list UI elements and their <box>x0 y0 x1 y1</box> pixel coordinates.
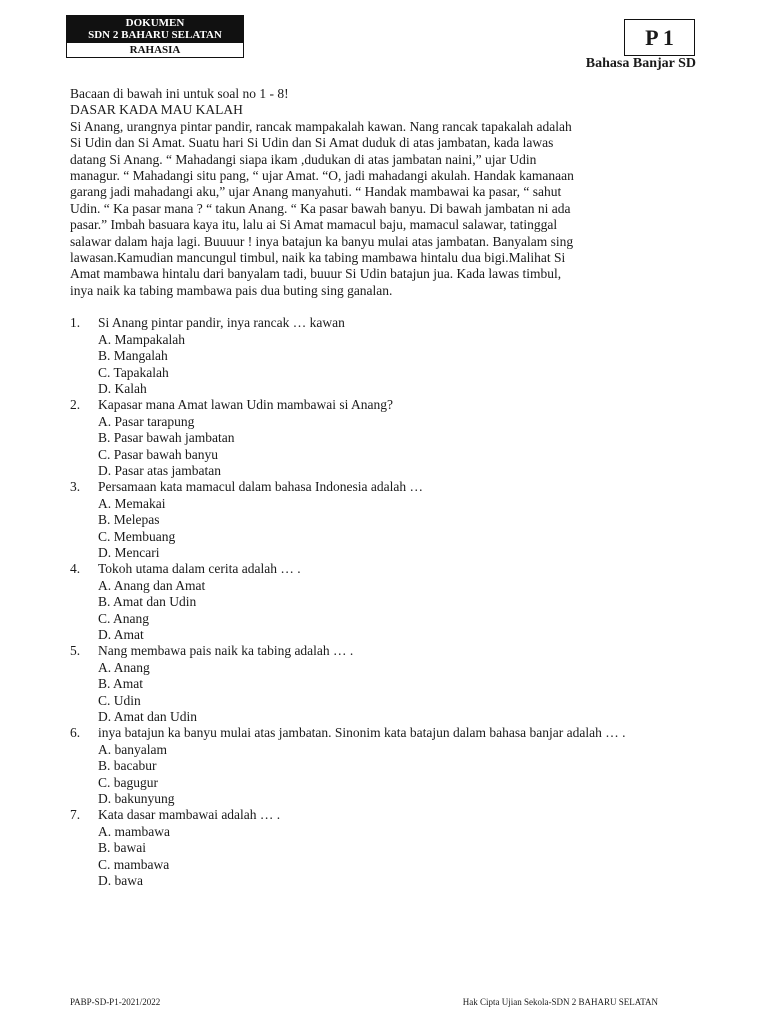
stamp-line-1: DOKUMEN <box>125 17 185 29</box>
passage-line: Si Anang, urangnya pintar pandir, rancak mampakalah kawan. Nang rancak tapakalah adalah <box>70 118 572 134</box>
passage-line: Amat mambawa hintalu dari banyalam tadi, buuur Si Udin batajun jua. Kada lawas timbul, <box>70 266 562 282</box>
answer-option: C. Tapakalah <box>98 364 169 380</box>
answer-option: A. Anang dan Amat <box>98 577 206 593</box>
intro-instruction: Bacaan di bawah ini untuk soal no 1 - 8! <box>70 86 289 101</box>
answer-option: A. Mampakalah <box>98 331 185 347</box>
passage-line: lawasan.Kamudian mancungul timbul, naik ka tabing mambawa hintalu dua bigi.Malihat Si <box>70 250 566 266</box>
question-text: inya batajun ka banyu mulai atas jambatan. Sinonim kata batajun dalam bahasa banjar adalah … . <box>98 725 626 741</box>
passage-line: salawar dalam haja lagi. Buuuur ! inya batajun ka banyu mulai atas jambatan. Banyalam sing <box>70 233 574 249</box>
answer-option: B. Mangalah <box>98 348 168 364</box>
answer-option: B. Pasar bawah jambatan <box>98 430 235 446</box>
answer-option: A. Memakai <box>98 495 166 511</box>
question-number: 6. <box>70 725 81 741</box>
answer-option: A. Pasar tarapung <box>98 413 195 429</box>
question-text: Kapasar mana Amat lawan Udin mambawai si Anang? <box>98 397 394 413</box>
answer-option: B. Amat <box>98 676 144 692</box>
answer-option: D. Pasar atas jambatan <box>98 462 221 478</box>
passage-line: garang jadi mahadangi aku,” ujar Anang manyahuti. “ Handak mambawai ka pasar, “ sahut <box>70 184 562 200</box>
answer-option: D. Kalah <box>98 380 147 396</box>
answer-option: B. bacabur <box>98 758 157 774</box>
question-item <box>70 479 700 561</box>
answer-option: C. mambawa <box>98 856 170 872</box>
question-item <box>70 561 700 643</box>
question-text: Tokoh utama dalam cerita adalah … . <box>98 561 301 577</box>
answer-option: C. bagugur <box>98 774 158 790</box>
answer-option: D. bakunyung <box>98 791 175 807</box>
subject-label: Bahasa Banjar SD <box>585 56 696 71</box>
question-number: 2. <box>70 397 81 413</box>
question-text: Persamaan kata mamacul dalam bahasa Indonesia adalah … <box>98 479 423 495</box>
passage-line: datang Si Anang. “ Mahadangi siapa ikam ,dudukan di atas jambatan naini,” ujar Udin <box>70 151 537 167</box>
answer-option: B. Melepas <box>98 512 160 528</box>
answer-option: D. Amat dan Udin <box>98 709 197 725</box>
footer-doc-code: PABP-SD-P1-2021/2022 <box>70 997 161 1007</box>
answer-option: C. Membuang <box>98 528 176 544</box>
reading-passage <box>70 119 700 299</box>
answer-option: A. banyalam <box>98 741 167 757</box>
package-code: P 1 <box>624 19 695 56</box>
document-stamp <box>66 15 244 58</box>
passage-line: pasar.” Imbah basuara kaya itu, lalu ai Si Amat mamacul baju, mamacul salawar, tatinggal <box>70 217 558 233</box>
footer-copyright: Hak Cipta Ujian Sekola-SDN 2 BAHARU SELATAN <box>462 997 658 1007</box>
answer-option: B. Amat dan Udin <box>98 594 197 610</box>
question-text: Kata dasar mambawai adalah … . <box>98 807 281 823</box>
passage-line: Udin. “ Ka pasar mana ? “ takun Anang. “ Ka pasar bawah banyu. Di bawah jambatan ni ada <box>70 200 571 216</box>
question-text: Si Anang pintar pandir, inya rancak … kawan <box>98 315 345 331</box>
passage-title: DASAR KADA MAU KALAH <box>70 102 243 118</box>
question-item <box>70 315 700 397</box>
answer-option: C. Udin <box>98 692 141 708</box>
answer-option: A. Anang <box>98 659 150 675</box>
question-list <box>70 315 700 889</box>
question-item <box>70 643 700 725</box>
stamp-line-2: SDN 2 BAHARU SELATAN <box>88 29 222 41</box>
question-item <box>70 725 700 807</box>
answer-option: A. mambawa <box>98 823 170 839</box>
exam-content <box>70 86 700 890</box>
passage-line: inya naik ka tabing mambawa pais dua buting sing ganalan. <box>70 282 393 298</box>
question-text: Nang membawa pais naik ka tabing adalah … . <box>98 643 354 659</box>
passage-line: Si Udin dan Si Amat. Suatu hari Si Udin dan Si Amat duduk di atas jambatan, kada lawas <box>70 135 554 151</box>
answer-option: B. bawai <box>98 840 146 856</box>
question-number: 4. <box>70 561 81 577</box>
stamp-line-3: RAHASIA <box>67 43 243 57</box>
answer-option: C. Anang <box>98 610 150 626</box>
question-number: 5. <box>70 643 81 659</box>
answer-option: D. Amat <box>98 627 144 642</box>
question-number: 3. <box>70 479 81 495</box>
question-number: 7. <box>70 807 81 823</box>
answer-option: C. Pasar bawah banyu <box>98 446 218 462</box>
question-number: 1. <box>70 315 81 331</box>
answer-option: D. Mencari <box>98 544 160 560</box>
question-item <box>70 807 700 889</box>
question-item <box>70 397 700 479</box>
stamp-dark-block <box>67 16 243 43</box>
passage-line: managur. “ Mahadangi situ pang, “ ujar Amat. “O, jadi mahadangi akulah. Handak kamanaan <box>70 168 574 184</box>
answer-option: D. bawa <box>98 873 143 889</box>
